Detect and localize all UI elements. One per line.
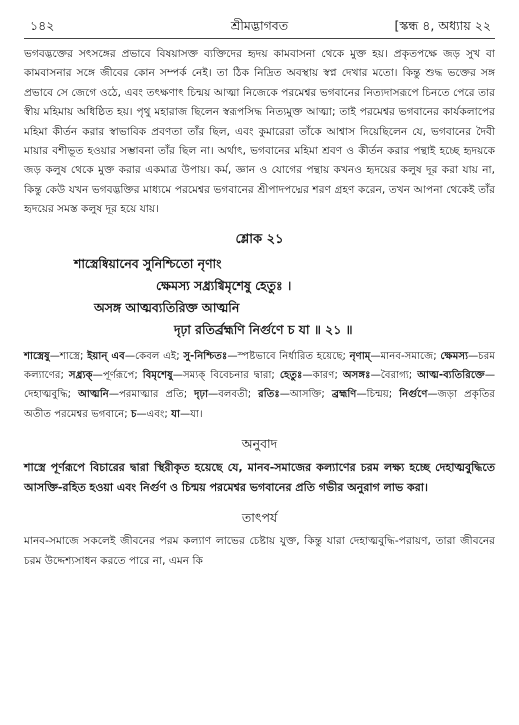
synonym-term: শাস্ত্রেষু [24,350,50,362]
synonym-meaning: আসক্তি; [289,389,332,401]
synonym-meaning: চিন্ময়; [366,389,400,401]
book-title: শ্রীমদ্ভাগবত [230,18,289,33]
page-number: ১৪২ [30,18,55,33]
verse-line: অসঙ্গ আত্মব্যতিরিক্ত আত্মনি [94,299,240,315]
synonym-term: ক্ষেমস্য [440,350,469,362]
synonym-term: রতিঃ [258,389,280,401]
synonym-term: চ [130,408,137,420]
synonym-meaning: এবং; [146,408,172,420]
synonym-term: যা [171,408,180,420]
translation-text: শাস্ত্রে পূর্ণরূপে বিচারের দ্বারা স্থিরীকৃত হয়েছে যে, মানব-সমাজের কল্যাণের চরম লক্ষ্য হচ্ছে দেহাত্মবুদ্ধিতে আসক্তি-রহিত হওয়া এবং নির্গুণ ও চিন্ময় পরমেশ্বর ভগবানের প্রতি গভীর অনুরাগ লাভ করা। [24,461,495,495]
purport-heading: তাৎপর্য [241,510,278,526]
verse-line: শাস্ত্রেষ্বিয়ানেব সুনিশ্চিতো নৃণাং [74,255,222,271]
page-header [24,14,495,38]
synonym-dash: — [172,370,183,382]
synonym-meaning: বৈরাগ্য; [380,370,418,382]
synonym-term: নির্গুণে [399,389,428,401]
synonym-term: আত্মনি [78,389,109,401]
synonym-dash: — [208,389,219,401]
verse-title: শ্লোক ২১ [235,231,284,247]
synonym-dash: — [49,350,60,362]
synonym-dash: — [484,370,495,382]
synonym-dash: — [302,370,313,382]
synonym-term: সধ্র্যক্ [68,370,93,382]
synonym-term: সু-নিশ্চিতঃ [183,350,228,362]
synonym-dash: — [124,350,135,362]
synonym-term: দৃঢ়া [194,389,209,401]
synonym-term: নৃণাম্ [349,350,371,362]
synonyms-block [24,347,495,425]
synonym-meaning: পূর্ণরূপে; [102,370,143,382]
purport-text: মানব-সমাজে সকলেই জীবনের পরম কল্যাণ লাভের চেষ্টায় যুক্ত, কিন্তু যারা দেহাত্মবুদ্ধি-পরায়ণ, তারা জীবনের চরম উদ্দেশ্যসাধন করতে পারে না, এমন কি [24,535,495,567]
synonym-dash: — [136,408,147,420]
synonym-meaning: কারণ; [312,370,343,382]
chapter-reference: [স্কন্ধ ৪, অধ্যায় ২২ [394,18,491,33]
header-rule [24,38,495,39]
synonym-term: আত্ম-ব্যতিরিক্তে [417,370,485,382]
synonym-meaning: দেহাত্মবুদ্ধি; [24,389,79,401]
synonym-meaning: চরম কল্যাণের; [24,350,496,382]
synonym-meaning: কেবল এই; [135,350,184,362]
synonym-term: বিমৃশেষু [142,370,173,382]
synonym-dash: — [427,389,438,401]
translation-heading: অনুবাদ [241,436,278,452]
synonym-meaning: বলবতী; [218,389,259,401]
synonym-dash: — [227,350,238,362]
synonym-dash: — [179,408,191,420]
synonym-dash: — [370,350,381,362]
synonym-meaning: জড়া প্রকৃতির অতীত পরমেশ্বর ভগবানে; [24,389,495,420]
verse-line: ক্ষেমস্য সধ্র্যগ্বিমৃশেষু হেতুঃ । [156,277,292,293]
synonym-term: ব্রহ্মণি [331,389,357,401]
synonym-term: অসঙ্গঃ [342,370,371,382]
synonym-dash: — [370,370,381,382]
synonym-meaning: মানব-সমাজে; [380,350,441,362]
verse-line: দৃঢ়া রতির্ব্রহ্মণি নির্গুণে চ যা ॥ ২১ ॥ [174,321,353,337]
synonym-term: হেতুঃ [279,370,303,382]
synonym-dash: — [92,370,103,382]
synonym-dash: — [468,350,479,362]
synonym-meaning: শাস্ত্রে; [59,350,88,362]
synonym-meaning: যা। [190,408,203,420]
synonym-dash: — [356,389,367,401]
synonym-meaning: পরমাত্মার প্রতি; [119,389,195,401]
synonym-meaning: স্পষ্টভাবে নির্ধারিত হয়েছে; [237,350,350,362]
synonym-dash: — [108,389,120,401]
synonym-term: ইয়ান্ এব [87,350,125,362]
verse-text [24,253,495,341]
synonym-dash: — [279,389,290,401]
synonym-meaning: সম্যক্ বিবেচনার দ্বারা; [182,370,280,382]
intro-paragraph: ভগবদ্ভক্তের সৎসঙ্গের প্রভাবে বিষয়াসক্ত ব্যক্তিদের হৃদয় কামবাসনা থেকে মুক্ত হয়। প্রকৃতপক্ষে জড় সুখ বা কামবাসনার সঙ্গে জীবের কোন সম্পর্ক নেই। তা ঠিক নিদ্রিত অবস্থায় স্বপ্ন দেখার মতো। কিন্তু শুদ্ধ ভক্তের সঙ্গ প্রভাবে সে জেগে ওঠে, এবং তৎক্ষণাৎ চিন্ময় আত্মা নিজেকে পরমেশ্বর ভগবানের নিত্যদাসরূপে চিনতে পেরে তার স্বীয় মহিমায় অধিষ্ঠিত হয়। পৃথু মহারাজ ছিলেন স্বরূপসিদ্ধ নিত্যমুক্ত আত্মা; তাই পরমেশ্বর ভগবানের কার্যকলাপের মহিমা কীর্তন করার স্বাভাবিক প্রবণতা তাঁর ছিল, এবং কুমারেরা তাঁকে আশ্বাস দিয়েছিলেন যে, ভগবানের দৈবী মায়ার বশীভূত হওয়ার সম্ভাবনা তাঁর ছিল না। অর্থাৎ, ভগবানের মহিমা শ্রবণ ও কীর্তন করার পন্থাই হচ্ছে হৃদয়কে জড় কলুষ থেকে মুক্ত করার একমাত্র উপায়। কর্ম, জ্ঞান ও যোগের পন্থায় কখনও হৃদয়ের কলুষ দূর করা যায় না, কিন্তু কেউ যখন ভগবদ্ভক্তির মাধ্যমে পরমেশ্বর ভগবানের শ্রীপাদপদ্মের শরণ গ্রহণ করেন, তখন আপনা থেকেই তাঁর হৃদয়ের সমস্ত কলুষ দূর হয়ে যায়। [24,48,495,216]
